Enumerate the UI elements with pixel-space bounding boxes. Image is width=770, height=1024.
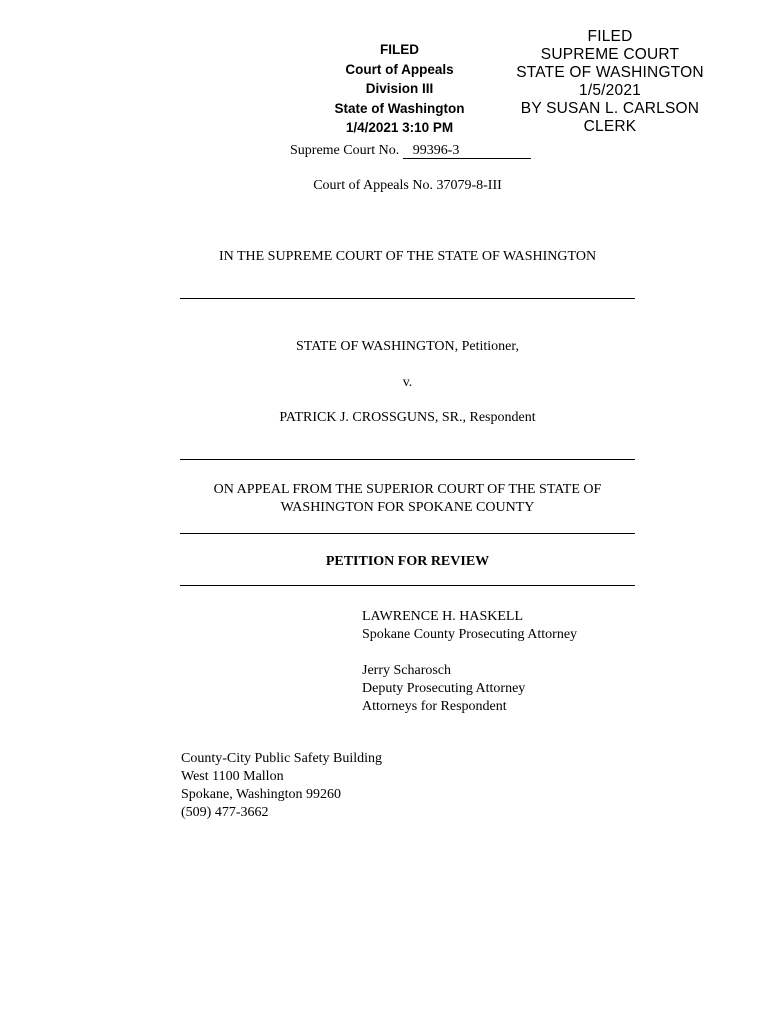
coa-stamp-filed: FILED: [380, 42, 419, 57]
attorney-block: [362, 608, 577, 716]
divider-rule: [180, 459, 635, 460]
address-line-city: Spokane, Washington 99260: [181, 787, 341, 802]
supreme-court-number-label: Supreme Court No.: [290, 143, 400, 158]
address-line-phone: (509) 477-3662: [181, 805, 269, 820]
respondent: PATRICK J. CROSSGUNS, SR., Respondent: [279, 410, 536, 425]
coa-stamp-state: State of Washington: [334, 100, 465, 116]
supreme-court-number-value: 99396-3: [403, 144, 531, 159]
coa-stamp-datetime: 1/4/2021 3:10 PM: [345, 120, 454, 135]
address-line-street: West 1100 Mallon: [181, 769, 284, 784]
appeal-origin-line1: ON APPEAL FROM THE SUPERIOR COURT OF THE STATE OF: [213, 482, 602, 497]
address-line-building: County-City Public Safety Building: [181, 751, 383, 766]
sc-stamp-date: 1/5/2021: [579, 82, 641, 99]
attorney-role: Attorneys for Respondent: [362, 699, 507, 714]
sc-stamp-court: SUPREME COURT: [540, 46, 680, 63]
coa-stamp-court: Court of Appeals: [345, 61, 454, 77]
appeal-origin-line2: WASHINGTON FOR SPOKANE COUNTY: [280, 500, 535, 515]
coa-stamp-division: Division III: [365, 81, 434, 96]
petitioner: STATE OF WASHINGTON, Petitioner,: [296, 339, 519, 354]
supreme-court-number: [290, 142, 531, 160]
court-heading: IN THE SUPREME COURT OF THE STATE OF WASHINGTON: [218, 249, 597, 264]
attorney-title-deputy: Deputy Prosecuting Attorney: [362, 681, 526, 696]
divider-rule: [180, 533, 635, 534]
supreme-court-filed-stamp: [512, 28, 708, 136]
sc-stamp-clerk-title: CLERK: [583, 118, 637, 135]
address-block: [181, 750, 382, 822]
sc-stamp-state: STATE OF WASHINGTON: [516, 64, 704, 81]
sc-stamp-filed: FILED: [587, 28, 633, 45]
divider-rule: [180, 585, 635, 586]
divider-rule: [180, 298, 635, 299]
sc-stamp-clerk: BY SUSAN L. CARLSON: [520, 100, 700, 117]
document-title: PETITION FOR REVIEW: [325, 554, 490, 569]
attorney-title-primary: Spokane County Prosecuting Attorney: [362, 627, 578, 642]
appeal-origin: [0, 481, 770, 517]
court-of-appeals-number: Court of Appeals No. 37079-8-III: [313, 178, 502, 193]
attorney-name-deputy: Jerry Scharosch: [362, 663, 452, 678]
court-of-appeals-filed-stamp: [322, 40, 477, 138]
attorney-name-primary: LAWRENCE H. HASKELL: [362, 609, 524, 624]
versus: v.: [402, 375, 413, 390]
